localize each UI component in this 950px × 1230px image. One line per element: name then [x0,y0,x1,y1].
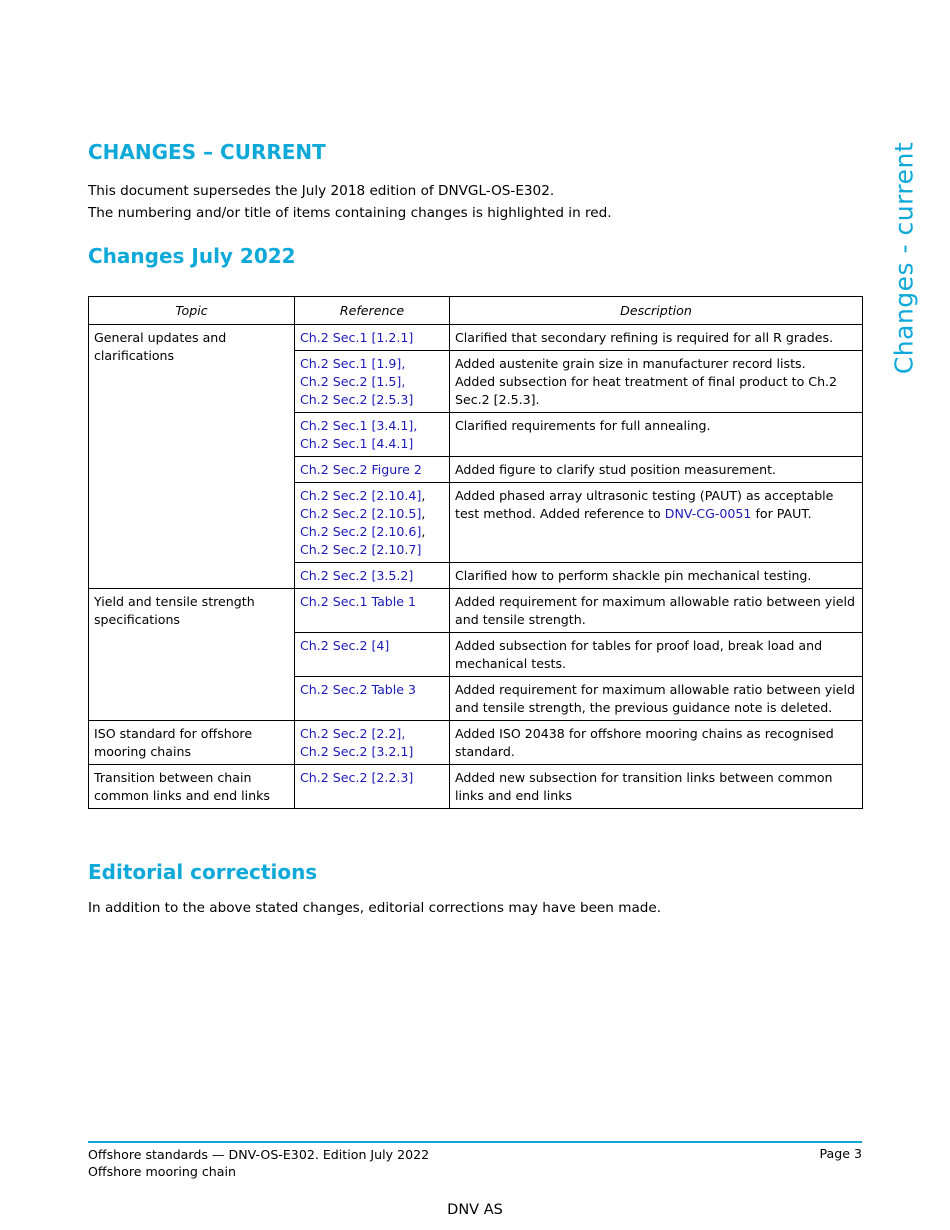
description-cell [450,351,863,413]
reference-link[interactable]: Ch.2 Sec.1 Table 1 [300,594,417,609]
description-text: Added phased array ultrasonic testing (PAUT) as acceptable test method. Added reference to [455,488,834,521]
reference-link[interactable]: Ch.2 Sec.2 [2.10.7] [300,542,422,557]
reference-link[interactable]: Ch.2 Sec.2 [3.5.2] [300,568,414,583]
page-title: CHANGES – CURRENT [88,140,326,164]
intro-line-1: This document supersedes the July 2018 edition of DNVGL-OS-E302. [88,183,555,199]
topic-cell: Transition between chain common links and end links [89,765,295,809]
description-cell: Clarified that secondary refining is required for all R grades. [450,325,863,351]
reference-cell [295,351,450,413]
reference-link[interactable]: Ch.2 Sec.2 [2.2], [300,726,406,741]
reference-cell [295,589,450,633]
description-cell: Clarified requirements for full annealing. [450,413,863,457]
footer-line-1: Offshore standards — DNV-OS-E302. Edition July 2022 [88,1147,430,1162]
table-row [89,589,863,633]
reference-link[interactable]: Ch.2 Sec.2 [2.5.3] [300,392,414,407]
editorial-heading: Editorial corrections [88,860,318,884]
header-reference: Reference [295,297,450,325]
editorial-text: In addition to the above stated changes, editorial corrections may have been made. [88,900,662,916]
description-cell: Added requirement for maximum allowable ratio between yield and tensile strength, the previous guidance note is deleted. [450,677,863,721]
reference-link[interactable]: Ch.2 Sec.2 [4] [300,638,390,653]
reference-link[interactable]: Ch.2 Sec.1 [1.9], [300,356,406,371]
topic-cell: Yield and tensile strength specifications [89,589,295,721]
table-row [89,721,863,765]
description-cell [450,483,863,563]
changes-table [88,296,863,809]
reference-link[interactable]: Ch.2 Sec.2 [2.10.6], [300,524,426,539]
company-name: DNV AS [447,1202,503,1218]
intro-line-2: The numbering and/or title of items containing changes is highlighted in red. [88,205,612,221]
reference-cell [295,765,450,809]
reference-cell [295,483,450,563]
table-row [89,765,863,809]
page-number: Page 3 [819,1146,862,1161]
sidebar-section-title [866,141,942,375]
dnv-cg-0051-link[interactable]: DNV-CG-0051 [664,506,752,521]
footer-divider [88,1141,862,1143]
description-cell: Added requirement for maximum allowable ratio between yield and tensile strength. [450,589,863,633]
header-description: Description [450,297,863,325]
description-text: for PAUT. [751,506,812,521]
topic-cell: ISO standard for offshore mooring chains [89,721,295,765]
description-line: Added austenite grain size in manufacturer record lists. [455,356,806,371]
reference-link[interactable]: Ch.2 Sec.2 [3.2.1] [300,744,414,759]
reference-cell [295,457,450,483]
reference-cell [295,721,450,765]
table-row [89,325,863,351]
footer-line-2: Offshore mooring chain [88,1164,236,1179]
description-cell: Added figure to clarify stud position measurement. [450,457,863,483]
reference-link[interactable]: Ch.2 Sec.1 [1.2.1] [300,330,414,345]
reference-link[interactable]: Ch.2 Sec.2 Figure 2 [300,462,422,477]
reference-cell [295,325,450,351]
reference-cell [295,563,450,589]
description-cell: Added new subsection for transition links between common links and end links [450,765,863,809]
topic-cell: General updates and clarifications [89,325,295,589]
intro-text [88,180,612,224]
reference-cell [295,633,450,677]
reference-link[interactable]: Ch.2 Sec.2 Table 3 [300,682,417,697]
reference-cell [295,677,450,721]
reference-cell [295,413,450,457]
description-cell: Clarified how to perform shackle pin mechanical testing. [450,563,863,589]
reference-link[interactable]: Ch.2 Sec.2 [1.5], [300,374,406,389]
header-topic: Topic [89,297,295,325]
table-header-row [89,297,863,325]
sidebar-title-text: Changes - current [889,141,919,375]
description-cell: Added subsection for tables for proof load, break load and mechanical tests. [450,633,863,677]
reference-link[interactable]: Ch.2 Sec.2 [2.10.4], [300,488,426,503]
description-line: Added subsection for heat treatment of final product to Ch.2 Sec.2 [2.5.3]. [455,374,838,407]
reference-link[interactable]: Ch.2 Sec.2 [2.2.3] [300,770,414,785]
reference-link[interactable]: Ch.2 Sec.1 [4.4.1] [300,436,414,451]
reference-link[interactable]: Ch.2 Sec.2 [2.10.5], [300,506,426,521]
changes-heading: Changes July 2022 [88,244,296,268]
footer-document-info [88,1146,429,1180]
description-cell: Added ISO 20438 for offshore mooring chains as recognised standard. [450,721,863,765]
reference-link[interactable]: Ch.2 Sec.1 [3.4.1], [300,418,418,433]
